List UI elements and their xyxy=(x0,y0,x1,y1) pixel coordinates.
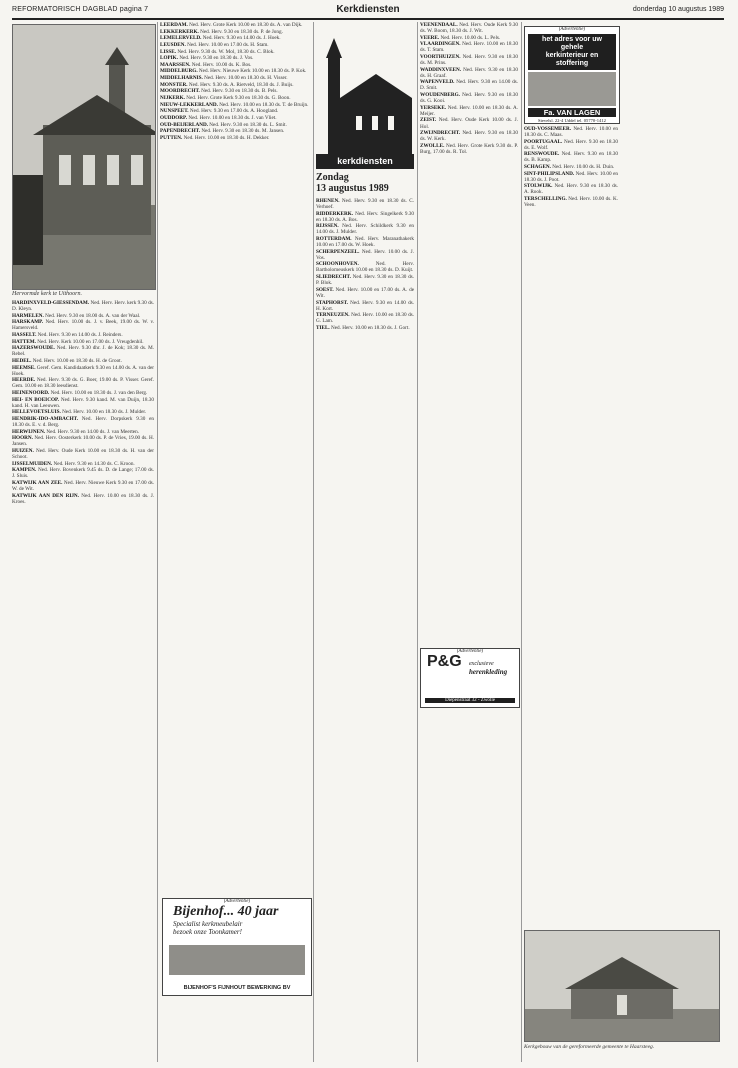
column-rule xyxy=(313,22,314,1062)
church-service-entry: SINT-PHILIPSLAND. Ned. Herv. 10.00 en 18.30 ds. J. Poot. xyxy=(524,170,618,183)
ad-van-lagen xyxy=(524,26,620,124)
church-service-entry: YERSEKE. Ned. Herv. 10.00 en 18.30 ds. A. Meijer. xyxy=(420,104,518,117)
church-service-entry: VOORTHUIZEN. Ned. Herv. 9.30 en 18.30 ds. M. Prins. xyxy=(420,54,518,67)
church-service-entry: NIJKERK. Ned. Herv. Grote Kerk 9.30 en 18.30 ds. G. Boon. xyxy=(160,95,291,102)
church-service-entry: HEI- EN BOEICOP. Ned. Herv. 9.30 kand. M. van Duijn, 18.30 kand. H. van Leeuwen. xyxy=(12,396,154,409)
church-service-entry: HAZERSWOUDE. Ned. Herv. 9.30 dhr. J. de Kok; 18.30 ds. M. Rebel. xyxy=(12,345,154,358)
church-service-entry: VLAARDINGEN. Ned. Herv. 10.00 en 18.30 ds. T. Stam. xyxy=(420,41,518,54)
header-date: donderdag 10 augustus 1989 xyxy=(632,6,724,13)
column-5-entries xyxy=(524,126,618,208)
church-service-entry: MONSTER. Ned. Herv. 9.30 ds. A. Rietveld, 18.30 ds. J. Buijs. xyxy=(160,81,294,88)
church-service-entry: HEINENOORD. Ned. Herv. 10.00 en 18.30 ds. J. van den Berg. xyxy=(12,390,148,396)
church-service-entry: KATWIJK AAN ZEE. Ned. Herv. Nieuwe Kerk 9.30 en 17.00 ds. W. de Wit. xyxy=(12,480,154,493)
church-service-entry: TIEL. Ned. Herv. 10.00 en 18.30 ds. J. Gort. xyxy=(316,324,410,331)
column-3-entries xyxy=(316,198,414,331)
church-service-entry: ZWIJNDRECHT. Ned. Herv. 9.30 en 18.30 ds. W. Kerk. xyxy=(420,130,518,143)
church-service-entry: PAPENDRECHT. Ned. Herv. 9.30 en 18.30 ds. M. Jansen. xyxy=(160,128,285,135)
church-service-entry: PUTTEN. Ned. Herv. 10.00 en 18.30 ds. H. Dekker. xyxy=(160,134,270,141)
church-service-entry: HARSKAMP. Ned. Herv. 10.00 ds. J. v. Beek, 19.00 ds. W. v. Hamersveld. xyxy=(12,319,154,332)
church-service-entry: IJSSELMUIDEN. Ned. Herv. 9.30 en 14.30 ds. C. Kroon. xyxy=(12,460,135,467)
church-service-entry: OUD-VOSSEMEER. Ned. Herv. 10.00 en 18.30 ds. C. Maas. xyxy=(524,126,618,139)
church-service-entry: LEERDAM. Ned. Herv. Grote Kerk 10.00 en 18.30 ds. A. van Dijk. xyxy=(160,22,303,28)
church-service-entry: HENDRIK-IDO-AMBACHT. Ned. Herv. Dorpskerk 9.30 en 18.30 ds. E. v. d. Berg. xyxy=(12,415,154,429)
church-service-entry: HEERDE. Ned. Herv. 9.30 ds. G. Boer, 19.00 ds. P. Visser. Geref. Gem. 10.00 en 18.30 leesdienst. xyxy=(12,377,154,390)
church-service-entry: VEENENDAAL. Ned. Herv. Oude Kerk 9.30 ds. W. Boom, 18.30 ds. J. Wit. xyxy=(420,22,518,35)
page-header xyxy=(12,4,724,20)
ad-van-lagen-line2: kerkinterieur en stoffering xyxy=(545,52,599,67)
ad-pg-line2: herenkleding xyxy=(469,668,508,676)
church-service-entry: RENSWOUDE. Ned. Herv. 9.30 en 18.30 ds. B. Kamp. xyxy=(524,151,618,164)
ad-pg-tag: (Advertentie) xyxy=(456,649,484,654)
church-service-entry: STOLWIJK. Ned. Herv. 9.30 en 18.30 ds. A. Rook. xyxy=(524,183,618,196)
church-service-entry: HARDINXVELD-GIESSENDAM. Ned. Herv. Herv. kerk 9.30 ds. D. Kleyn. xyxy=(12,300,154,313)
church-service-entry: MOORDRECHT. Ned. Herv. 9.30 en 18.30 ds. B. Pels. xyxy=(160,88,278,95)
header-title: Kerkdiensten xyxy=(336,4,400,15)
church-service-entry: KATWIJK AAN DEN RIJN. Ned. Herv. 10.00 en 18.30 ds. J. Kroes. xyxy=(12,492,154,505)
church-service-entry: TERNEUZEN. Ned. Herv. 10.00 en 18.30 ds. G. Lam. xyxy=(316,312,414,325)
church-service-entry: HASSELT. Ned. Herv. 9.30 en 14.00 ds. J. Reinders. xyxy=(12,332,123,339)
column-rule xyxy=(157,22,158,1062)
church-service-entry: NIEUW-LEKKERLAND. Ned. Herv. 10.00 en 18.30 ds. T. de Bruijn. xyxy=(160,101,309,108)
ad-bijenhof-photo xyxy=(169,945,305,975)
church-service-entry: WOUDENBERG. Ned. Herv. 9.30 en 18.30 ds. G. Kooi. xyxy=(420,92,518,105)
church-service-entry: WAPENVELD. Ned. Herv. 9.30 en 14.00 ds. D. Smit. xyxy=(420,79,518,92)
ad-bijenhof-tag: (Advertentie) xyxy=(223,899,251,904)
church-service-entry: OUD-BEIJERLAND. Ned. Herv. 9.30 en 18.30 ds. L. Smit. xyxy=(160,121,287,128)
column-2 xyxy=(160,22,310,822)
kerkdiensten-date-text: 13 augustus 1989 xyxy=(316,183,389,194)
church-service-entry: RIJSSEN. Ned. Herv. Schildkerk 9.30 en 14.00 ds. J. Mulder. xyxy=(316,223,414,236)
photo2-caption: Kerkgebouw van de gereformeerde gemeente te Haarsteeg. xyxy=(524,1044,655,1050)
church-service-entry: MIDDELHARNIS. Ned. Herv. 10.00 en 18.30 ds. H. Visser. xyxy=(160,75,288,82)
church-service-entry: MAARSSEN. Ned. Herv. 10.00 ds. K. Bos. xyxy=(160,61,252,68)
church-service-entry: HUIZEN. Ned. Herv. Oude Kerk 10.00 en 18.30 ds. H. van der Schoot. xyxy=(12,447,154,461)
column-4-entries xyxy=(420,22,518,155)
church-silhouette-icon xyxy=(316,38,416,154)
church-service-entry: ZWOLLE. Ned. Herv. Grote Kerk 9.30 ds. P. Burg, 17.00 ds. R. Tol. xyxy=(420,142,518,155)
church-photo-uithoorn xyxy=(12,24,156,290)
ad-bijenhof-line1: Specialist kerkmeubelair xyxy=(173,920,243,928)
church-service-entry: LEUSDEN. Ned. Herv. 10.00 en 17.00 ds. H. Stam. xyxy=(160,41,269,48)
ad-van-lagen-photo xyxy=(528,72,616,106)
church-service-entry: ROTTERDAM. Ned. Herv. Maranathakerk 10.00 en 17.00 ds. W. Hoek. xyxy=(316,236,414,249)
church-service-entry: RHENEN. Ned. Herv. 9.30 en 18.30 ds. C. Verhoef. xyxy=(316,198,414,211)
ad-bijenhof-line2: bezoek onze Toonkamer! xyxy=(173,928,242,936)
ad-pg-line1: exclusieve xyxy=(469,661,494,667)
column-rule xyxy=(417,22,418,1062)
ad-van-lagen-tag: (Advertentie) xyxy=(558,27,586,32)
ad-bijenhof xyxy=(162,898,312,996)
kerkdiensten-title: kerkdiensten xyxy=(316,154,414,169)
church-service-entry: KAMPEN. Ned. Herv. Bovenkerk 9.45 ds. D. de Lange; 17.00 ds. J. Sluis. xyxy=(12,467,154,480)
church-service-entry: HEDEL. Ned. Herv. 10.00 en 18.30 ds. H. de Groot. xyxy=(12,357,122,364)
church-service-entry: HERWIJNEN. Ned. Herv. 9.30 en 14.00 ds. J. van Meerten. xyxy=(12,428,139,435)
church-service-entry: HARMELEN. Ned. Herv. 9.30 en 18.00 ds. A. van der Waal. xyxy=(12,312,141,319)
church-service-entry: RIDDERKERK. Ned. Herv. Singelkerk 9.30 en 18.30 ds. A. Bos. xyxy=(316,210,414,223)
kerkdiensten-date xyxy=(316,172,426,194)
church-service-entry: ZEIST. Ned. Herv. Oude Kerk 10.00 ds. J. Hol. xyxy=(420,117,518,130)
ad-van-lagen-line1: het adres voor uw gehele xyxy=(542,36,602,51)
church-service-entry: SCHERPENZEEL. Ned. Herv. 10.00 ds. J. Vos. xyxy=(316,248,414,261)
ad-pg xyxy=(420,648,520,708)
church-service-entry: NUNSPEET. Ned. Herv. 9.30 en 17.00 ds. A. Hoogland. xyxy=(160,108,279,115)
church-service-entry: HATTEM. Ned. Herv. Kerk 10.00 en 17.00 ds. J. Vreugdenhil. xyxy=(12,338,144,345)
kerkdiensten-day: Zondag xyxy=(316,172,349,183)
church-service-entry: SOEST. Ned. Herv. 10.00 en 17.00 ds. A. de Wit. xyxy=(316,286,414,299)
church-service-entry: SCHAGEN. Ned. Herv. 10.00 ds. H. Duin. xyxy=(524,164,615,171)
church-illustration xyxy=(525,931,719,1041)
column-rule xyxy=(521,22,522,1062)
ad-pg-address: Diepenstraat 32 - Zwolle xyxy=(425,698,515,703)
church-service-entry: STAPHORST. Ned. Herv. 9.30 en 14.00 ds. H. Kort. xyxy=(316,299,414,312)
header-left: REFORMATORISCH DAGBLAD pagina 7 xyxy=(12,6,149,13)
church-service-entry: LOPIK. Ned. Herv. 9.30 en 18.30 ds. J. Vos. xyxy=(160,55,254,62)
column-5 xyxy=(524,126,618,526)
church-service-entry: SCHOONHOVEN. Ned. Herv. Bartholomeuskerk 10.00 en 18.30 ds. D. Kuijt. xyxy=(316,261,414,274)
column-2-entries xyxy=(160,22,310,141)
church-service-entry: HEEMSE. Geref. Gem. Kandidaatkerk 9.30 en 14.00 ds. A. van der Hoek. xyxy=(12,364,154,377)
ad-van-lagen-address: Stevelsl. 22-4 Uddel tel. 05770-1412 xyxy=(538,118,606,123)
column-1-entries xyxy=(12,300,154,505)
column-1 xyxy=(12,300,154,1062)
church-photo-haarsteeg xyxy=(524,930,720,1042)
church-service-entry: LEKKERKERK. Ned. Herv. 9.30 en 18.30 ds. P. de Jong. xyxy=(160,28,283,35)
ad-van-lagen-logo: Fa. VAN LAGEN xyxy=(528,108,616,117)
church-service-entry: TERSCHELLING. Ned. Herv. 10.00 ds. K. Veen. xyxy=(524,196,618,209)
church-service-entry: LISSE. Ned. Herv. 9.30 ds. W. Mol, 18.30 ds. C. Blok. xyxy=(160,48,275,55)
ad-van-lagen-banner xyxy=(528,34,616,70)
photo1-caption: Hervormde kerk te Uithoorn. xyxy=(12,291,82,297)
church-service-entry: MIDDELBURG. Ned. Herv. Nieuwe Kerk 10.00 en 18.30 ds. P. Kok. xyxy=(160,68,307,75)
church-service-entry: SLIEDRECHT. Ned. Herv. 9.30 en 18.30 ds. P. Blok. xyxy=(316,274,414,287)
ad-pg-logo: P&G xyxy=(427,653,462,670)
church-service-entry: HELLEVOETSLUIS. Ned. Herv. 10.00 en 18.30 ds. J. Mulder. xyxy=(12,409,147,416)
column-3 xyxy=(316,198,414,1062)
church-service-entry: HOORN. Ned. Herv. Oosterkerk 10.00 ds. P. de Vries, 19.00 ds. H. Jansen. xyxy=(12,435,154,448)
church-service-entry: OUDDORP. Ned. Herv. 10.00 en 18.30 ds. J. van Vliet. xyxy=(160,114,277,121)
church-illustration xyxy=(13,25,155,289)
church-service-entry: POORTUGAAL. Ned. Herv. 9.30 en 18.30 ds. E. Wolf. xyxy=(524,138,618,151)
church-service-entry: VEERE. Ned. Herv. 10.00 ds. L. Pels. xyxy=(420,34,501,41)
column-4 xyxy=(420,22,518,1062)
ad-bijenhof-title: Bijenhof... 40 jaar xyxy=(173,904,279,919)
kerkdiensten-church-drawing xyxy=(316,38,416,154)
church-service-entry: LEMELERVELD. Ned. Herv. 9.30 en 14.00 ds. J. Hoek. xyxy=(160,35,281,42)
ad-bijenhof-footer: BIJENHOF'S FIJNHOUT BEWERKING BV xyxy=(183,985,291,991)
church-service-entry: WADDINXVEEN. Ned. Herv. 9.30 en 18.30 ds. H. Graaf. xyxy=(420,66,518,79)
